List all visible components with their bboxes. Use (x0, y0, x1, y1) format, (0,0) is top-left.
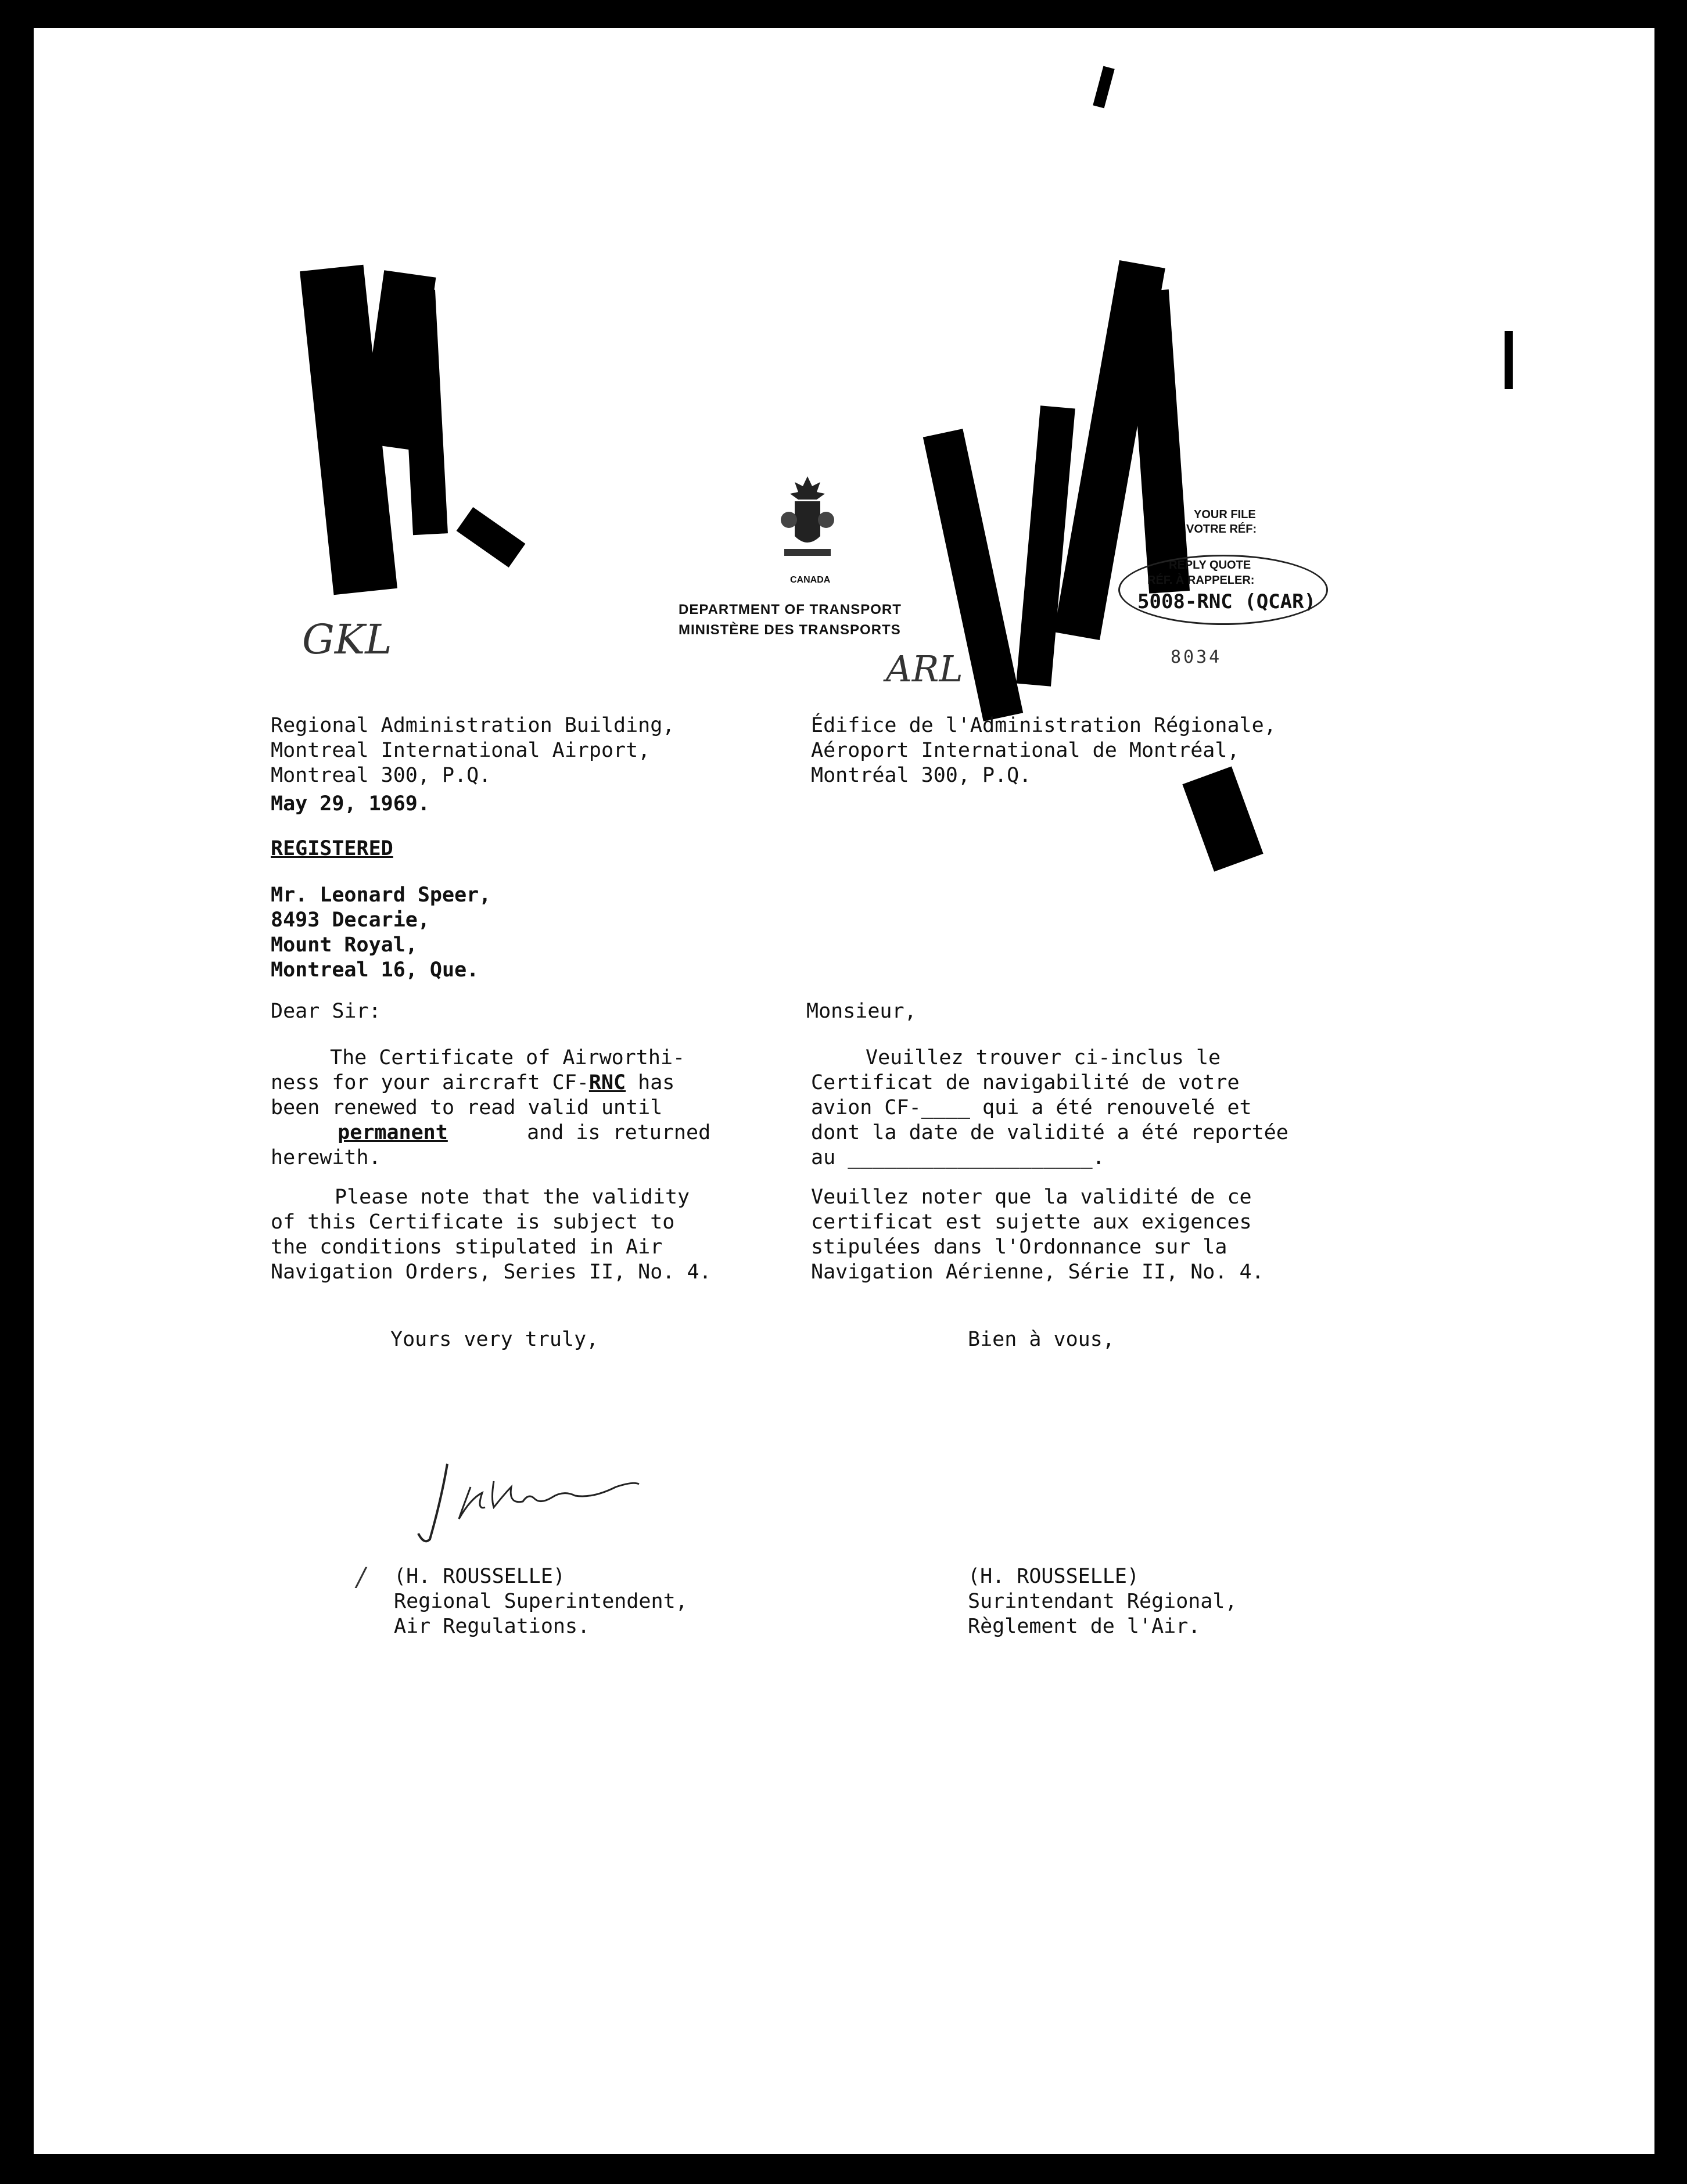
registered-label: REGISTERED (271, 837, 393, 860)
aircraft-registration: RNC (588, 1071, 626, 1094)
canada-coat-of-arms-icon (778, 473, 837, 566)
salutation-en: Dear Sir: (271, 1000, 381, 1023)
body-fr-line: avion CF-____ qui a été renouvelé et (811, 1096, 1252, 1119)
body-fr-line: stipulées dans l'Ordonnance sur la (811, 1235, 1227, 1259)
body-en-line: herewith. (271, 1146, 381, 1169)
signature-en-line: (H. ROUSSELLE) (394, 1565, 566, 1588)
letterhead-country: CANADA (790, 575, 831, 585)
body-fr-line: Veuillez noter que la validité de ce (811, 1186, 1252, 1209)
signature-en-line: Regional Superintendent, (394, 1590, 688, 1613)
handwritten-signature (407, 1452, 651, 1545)
body-en-line: the conditions stipulated in Air (271, 1235, 663, 1259)
rappeler-label: RÉF. À RAPPELER: (1147, 574, 1255, 587)
recipient-line: Mr. Leonard Speer, (271, 883, 491, 907)
body-en-line (271, 1071, 674, 1095)
signature-tick-mark: / (357, 1562, 365, 1592)
stamp-number: 8034 (1171, 647, 1222, 667)
file-reference: 5008-RNC (QCAR) (1137, 590, 1316, 613)
body-en-text: ness for your aircraft CF- (271, 1071, 589, 1094)
recipient-line: Mount Royal, (271, 933, 418, 957)
body-fr-line: Navigation Aérienne, Série II, No. 4. (811, 1260, 1264, 1284)
body-en-line: been renewed to read valid until (271, 1096, 663, 1119)
address-fr-line: Montréal 300, P.Q. (811, 764, 1032, 787)
signature-fr-line: Règlement de l'Air. (968, 1615, 1201, 1638)
body-en-line: The Certificate of Airworthi- (330, 1046, 685, 1069)
body-en-line (271, 1120, 710, 1145)
address-en-line: Regional Administration Building, (271, 714, 675, 737)
signature-en-line: Air Regulations. (394, 1615, 590, 1638)
handwritten-initials-left: GKL (302, 616, 392, 663)
redaction-blot (1505, 331, 1513, 389)
signature-fr-line: (H. ROUSSELLE) (968, 1565, 1140, 1588)
body-en-line: Navigation Orders, Series II, No. 4. (271, 1260, 712, 1284)
closing-en: Yours very truly, (390, 1328, 599, 1351)
recipient-line: Montreal 16, Que. (271, 958, 479, 982)
body-fr-line: certificat est sujette aux exigences (811, 1210, 1252, 1234)
body-en-line: Please note that the validity (335, 1186, 690, 1209)
department-name-fr: MINISTÈRE DES TRANSPORTS (679, 622, 901, 638)
closing-fr: Bien à vous, (968, 1328, 1115, 1351)
handwritten-initials-center: ARL (886, 648, 963, 690)
your-file-label: YOUR FILE (1194, 508, 1256, 521)
recipient-line: 8493 Decarie, (271, 908, 430, 932)
body-en-line: of this Certificate is subject to (271, 1210, 675, 1234)
body-fr-line: Veuillez trouver ci-inclus le (866, 1046, 1221, 1069)
address-fr-line: Édifice de l'Administration Régionale, (811, 714, 1276, 737)
address-fr-line: Aéroport International de Montréal, (811, 739, 1240, 762)
department-name-en: DEPARTMENT OF TRANSPORT (679, 602, 902, 617)
votre-ref-label: VOTRE RÉF: (1186, 523, 1257, 536)
body-fr-line: Certificat de navigabilité de votre (811, 1071, 1240, 1094)
reply-quote-label: REPLY QUOTE (1169, 559, 1251, 572)
body-en-text: has (626, 1071, 675, 1094)
valid-until-value: permanent (338, 1121, 448, 1144)
salutation-fr: Monsieur, (806, 1000, 917, 1023)
body-fr-line: au ____________________. (811, 1146, 1105, 1169)
body-en-text: and is returned (515, 1121, 711, 1144)
letter-date: May 29, 1969. (271, 792, 430, 816)
address-en-line: Montreal International Airport, (271, 739, 651, 762)
body-fr-line: dont la date de validité a été reportée (811, 1121, 1288, 1144)
address-en-line: Montreal 300, P.Q. (271, 764, 491, 787)
signature-fr-line: Surintendant Régional, (968, 1590, 1237, 1613)
